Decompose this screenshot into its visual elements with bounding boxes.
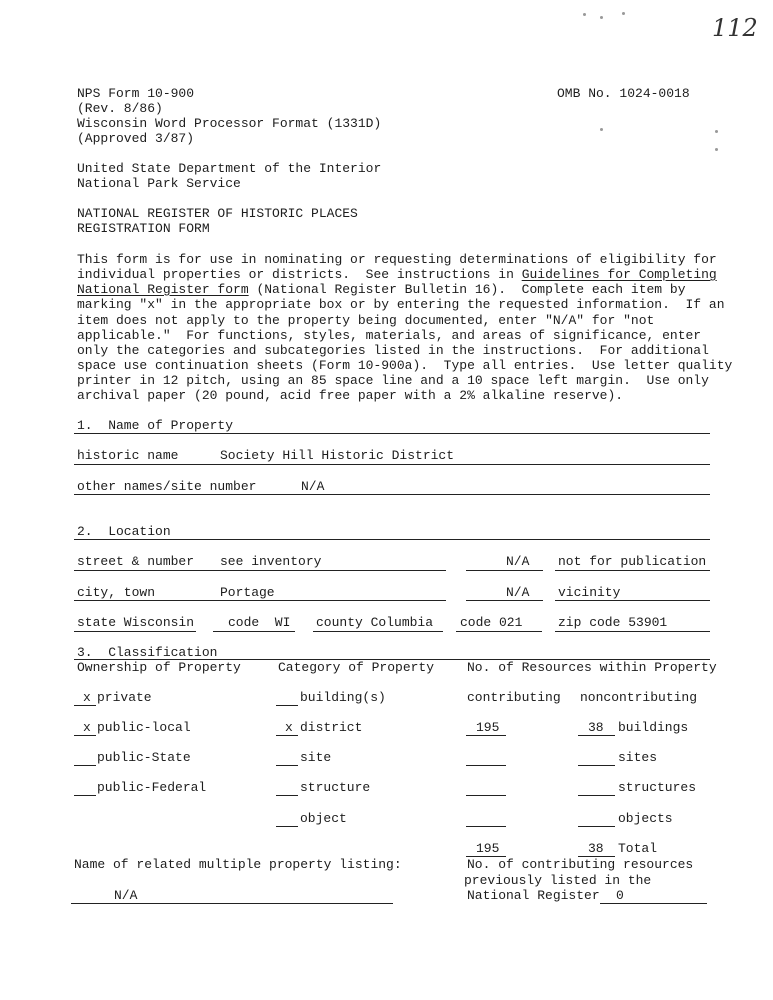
historic-name-label: historic name (77, 448, 179, 463)
structures-label: structures (618, 780, 697, 795)
category-building-label: building(s) (300, 690, 386, 705)
contributing-header: contributing (467, 690, 561, 705)
other-names-field[interactable]: N/A (301, 479, 325, 494)
not-for-publication-field[interactable]: N/A (506, 554, 530, 569)
checkbox-blank (74, 765, 96, 766)
field-rule (74, 494, 710, 495)
previously-listed-label: No. of contributing resources (467, 857, 694, 872)
vicinity-field[interactable]: N/A (506, 585, 530, 600)
field-rule (578, 795, 615, 796)
checkbox-blank (276, 735, 298, 736)
category-site-label: site (300, 750, 332, 765)
form-subtitle: REGISTRATION FORM (77, 221, 210, 236)
guidelines-title: Guidelines for Completing (521, 267, 717, 282)
form-format: Wisconsin Word Processor Format (1331D) (77, 116, 382, 131)
page-number-handwritten: 112 (712, 14, 758, 42)
category-object-label: object (300, 811, 347, 826)
contributing-buildings-field[interactable]: 195 (476, 720, 500, 735)
omb-number: OMB No. 1024-0018 (557, 86, 690, 101)
county-field[interactable]: county Columbia (316, 615, 434, 630)
section-heading: 2. Location (77, 524, 171, 539)
other-names-label: other names/site number (77, 479, 257, 494)
total-label: Total (618, 841, 658, 856)
field-rule (466, 826, 506, 827)
street-field[interactable]: see inventory (220, 554, 322, 569)
form-title: NATIONAL REGISTER OF HISTORIC PLACES (77, 206, 358, 221)
section-rule (74, 433, 710, 434)
instructions-line: only the categories and subcategories listed in the instructions. For additional (77, 343, 709, 358)
field-rule (74, 631, 196, 632)
total-noncontributing-field[interactable]: 38 (588, 841, 604, 856)
previously-listed-label: National Register (467, 888, 600, 903)
city-field[interactable]: Portage (220, 585, 275, 600)
state-code-field[interactable]: code WI (228, 615, 291, 630)
field-rule (578, 765, 615, 766)
noncontributing-header: noncontributing (580, 690, 698, 705)
guidelines-title: National Register form (77, 282, 249, 297)
field-rule (578, 735, 615, 736)
form-approved: (Approved 3/87) (77, 131, 195, 146)
instructions-line: space use continuation sheets (Form 10-900a). Type all entries. Use letter quality (77, 358, 733, 373)
checkbox-blank (74, 795, 96, 796)
field-rule (313, 631, 443, 632)
related-listing-field[interactable]: N/A (114, 888, 138, 903)
scan-speck (600, 16, 603, 19)
county-code-field[interactable]: code 021 (460, 615, 523, 630)
resources-column-header: No. of Resources within Property (467, 660, 717, 675)
field-rule (74, 600, 446, 601)
form-number: NPS Form 10-900 (77, 86, 195, 101)
ownership-public-local-mark[interactable]: x (83, 720, 91, 735)
instructions-line: item does not apply to the property being documented, enter "N/A" for "not (77, 313, 655, 328)
total-contributing-field[interactable]: 195 (476, 841, 500, 856)
noncontributing-buildings-field[interactable]: 38 (588, 720, 604, 735)
field-rule (74, 464, 710, 465)
objects-label: objects (618, 811, 673, 826)
ownership-public-federal-label: public-Federal (97, 780, 207, 795)
state-field[interactable]: state Wisconsin (77, 615, 195, 630)
instructions-text: individual properties or districts. See instructions in (77, 267, 522, 282)
field-rule (555, 570, 710, 571)
instructions-line: applicable." For functions, styles, materials, and areas of significance, enter (77, 328, 702, 343)
section-rule (74, 539, 710, 540)
checkbox-blank (74, 705, 96, 706)
previously-listed-field[interactable]: 0 (616, 888, 624, 903)
scan-speck (600, 128, 603, 131)
instructions-line: marking "x" in the appropriate box or by entering the requested information. If an (77, 297, 725, 312)
instructions-line (77, 267, 717, 282)
zip-code-field[interactable]: zip code 53901 (558, 615, 668, 630)
section-heading: 1. Name of Property (77, 418, 234, 433)
checkbox-blank (276, 795, 298, 796)
section-heading: 3. Classification (77, 645, 218, 660)
category-structure-label: structure (300, 780, 371, 795)
related-listing-label: Name of related multiple property listing: (74, 857, 402, 872)
street-label: street & number (77, 554, 195, 569)
checkbox-blank (276, 826, 298, 827)
field-rule (466, 795, 506, 796)
field-rule (466, 600, 543, 601)
category-district-label: district (300, 720, 363, 735)
field-rule (600, 903, 707, 904)
historic-name-field[interactable]: Society Hill Historic District (220, 448, 455, 463)
checkbox-blank (74, 735, 96, 736)
instructions-line (77, 282, 686, 297)
ownership-public-state-label: public-State (97, 750, 191, 765)
field-rule (466, 765, 506, 766)
scan-speck (715, 148, 718, 151)
field-rule (456, 631, 542, 632)
category-district-mark[interactable]: x (285, 720, 293, 735)
field-rule (74, 570, 446, 571)
instructions-text: (National Register Bulletin 16). Complete each item by (248, 282, 686, 297)
field-rule (213, 631, 295, 632)
field-rule (555, 600, 710, 601)
instructions-line: This form is for use in nominating or requesting determinations of eligibility for (77, 252, 717, 267)
field-rule (466, 735, 506, 736)
scan-speck (583, 13, 586, 16)
agency-department: United State Department of the Interior (77, 161, 382, 176)
ownership-private-label: private (97, 690, 152, 705)
agency-service: National Park Service (77, 176, 241, 191)
instructions-line: archival paper (20 pound, acid free paper with a 2% alkaline reserve). (77, 388, 624, 403)
buildings-label: buildings (618, 720, 689, 735)
previously-listed-label: previously listed in the (464, 873, 652, 888)
ownership-column-header: Ownership of Property (77, 660, 241, 675)
field-rule (555, 631, 710, 632)
scan-speck (622, 12, 625, 15)
field-rule (71, 903, 393, 904)
scan-speck (715, 130, 718, 133)
category-column-header: Category of Property (278, 660, 435, 675)
ownership-public-local-label: public-local (97, 720, 191, 735)
not-for-publication-label: not for publication (558, 554, 707, 569)
checkbox-blank (276, 765, 298, 766)
field-rule (578, 826, 615, 827)
checkbox-blank (276, 705, 298, 706)
sites-label: sites (618, 750, 658, 765)
ownership-private-mark[interactable]: x (83, 690, 91, 705)
city-label: city, town (77, 585, 156, 600)
instructions-line: printer in 12 pitch, using an 85 space line and a 10 space left margin. Use only (77, 373, 709, 388)
form-revision: (Rev. 8/86) (77, 101, 163, 116)
field-rule (466, 570, 543, 571)
vicinity-label: vicinity (558, 585, 621, 600)
